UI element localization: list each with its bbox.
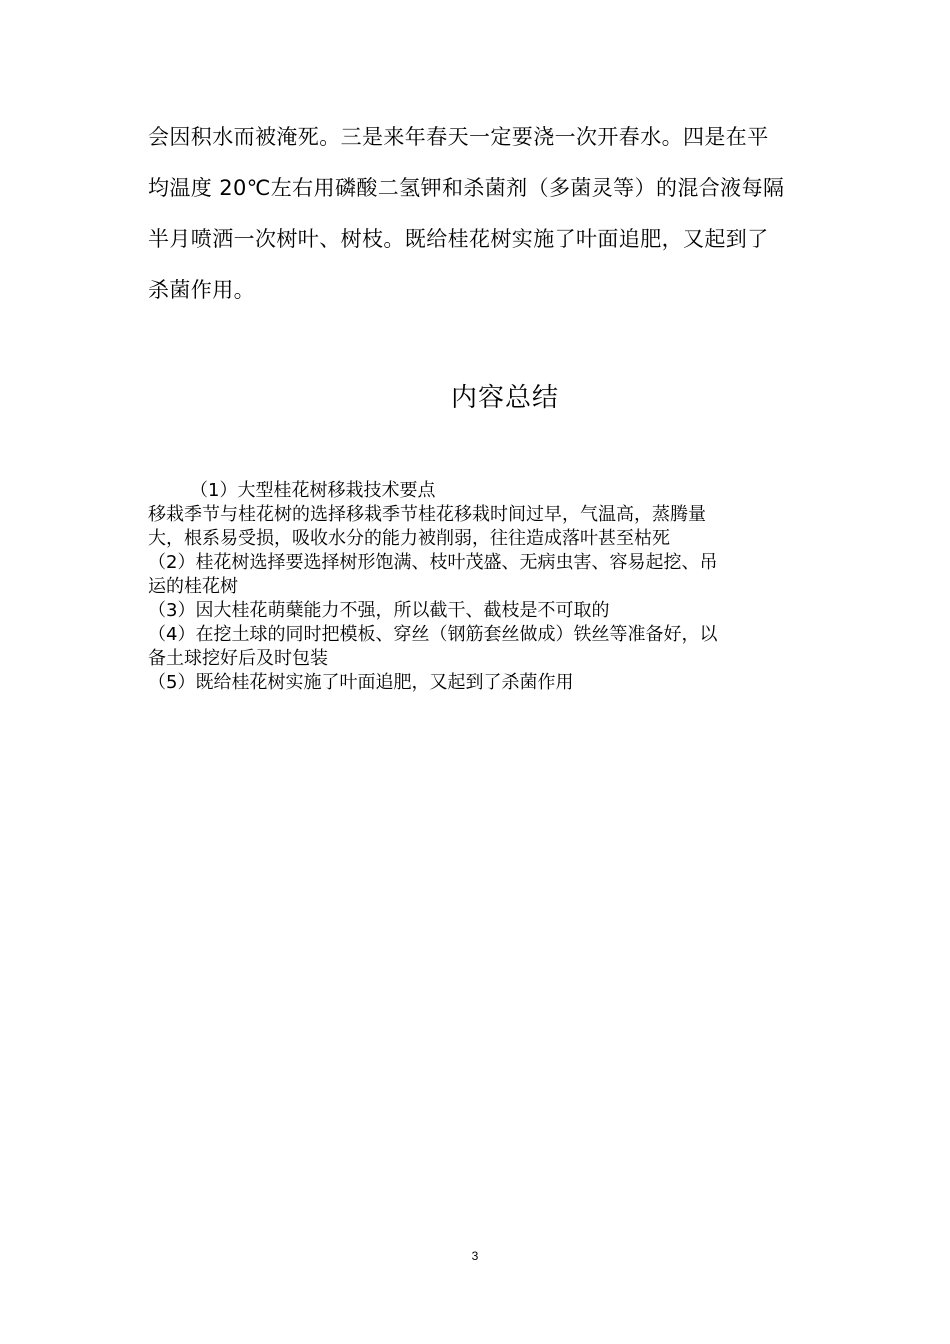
section-title: 内容总结 bbox=[450, 383, 559, 413]
summary-line: （3）因大桂花萌蘖能力不强，所以截干、截枝是不可取的 bbox=[148, 600, 610, 621]
page-number: 3 bbox=[471, 1249, 479, 1263]
body-line: 杀菌作用。 bbox=[148, 278, 255, 302]
body-line: 半月喷洒一次树叶、树枝。既给桂花树实施了叶面追肥，又起到了 bbox=[148, 227, 769, 251]
summary-line: 移栽季节与桂花树的选择移栽季节桂花移栽时间过早，气温高，蒸腾量 bbox=[148, 504, 706, 525]
body-paragraph bbox=[148, 112, 808, 316]
summary-heading: （1）大型桂花树移栽技术要点 bbox=[190, 480, 436, 501]
summary-line: 备土球挖好后及时包装 bbox=[148, 648, 328, 669]
summary-line: （4）在挖土球的同时把模板、穿丝（钢筋套丝做成）铁丝等准备好，以 bbox=[148, 624, 718, 645]
summary-line: 大，根系易受损，吸收水分的能力被削弱，往往造成落叶甚至枯死 bbox=[148, 528, 670, 549]
summary-block bbox=[148, 479, 808, 695]
summary-line: （5）既给桂花树实施了叶面追肥，又起到了杀菌作用 bbox=[148, 672, 574, 693]
body-line: 均温度 20℃左右用磷酸二氢钾和杀菌剂（多菌灵等）的混合液每隔 bbox=[148, 176, 785, 200]
body-line: 会因积水而被淹死。三是来年春天一定要浇一次开春水。四是在平 bbox=[148, 125, 769, 149]
summary-line: 运的桂花树 bbox=[148, 576, 238, 597]
summary-line: （2）桂花树选择要选择树形饱满、枝叶茂盛、无病虫害、容易起挖、吊 bbox=[148, 552, 718, 573]
